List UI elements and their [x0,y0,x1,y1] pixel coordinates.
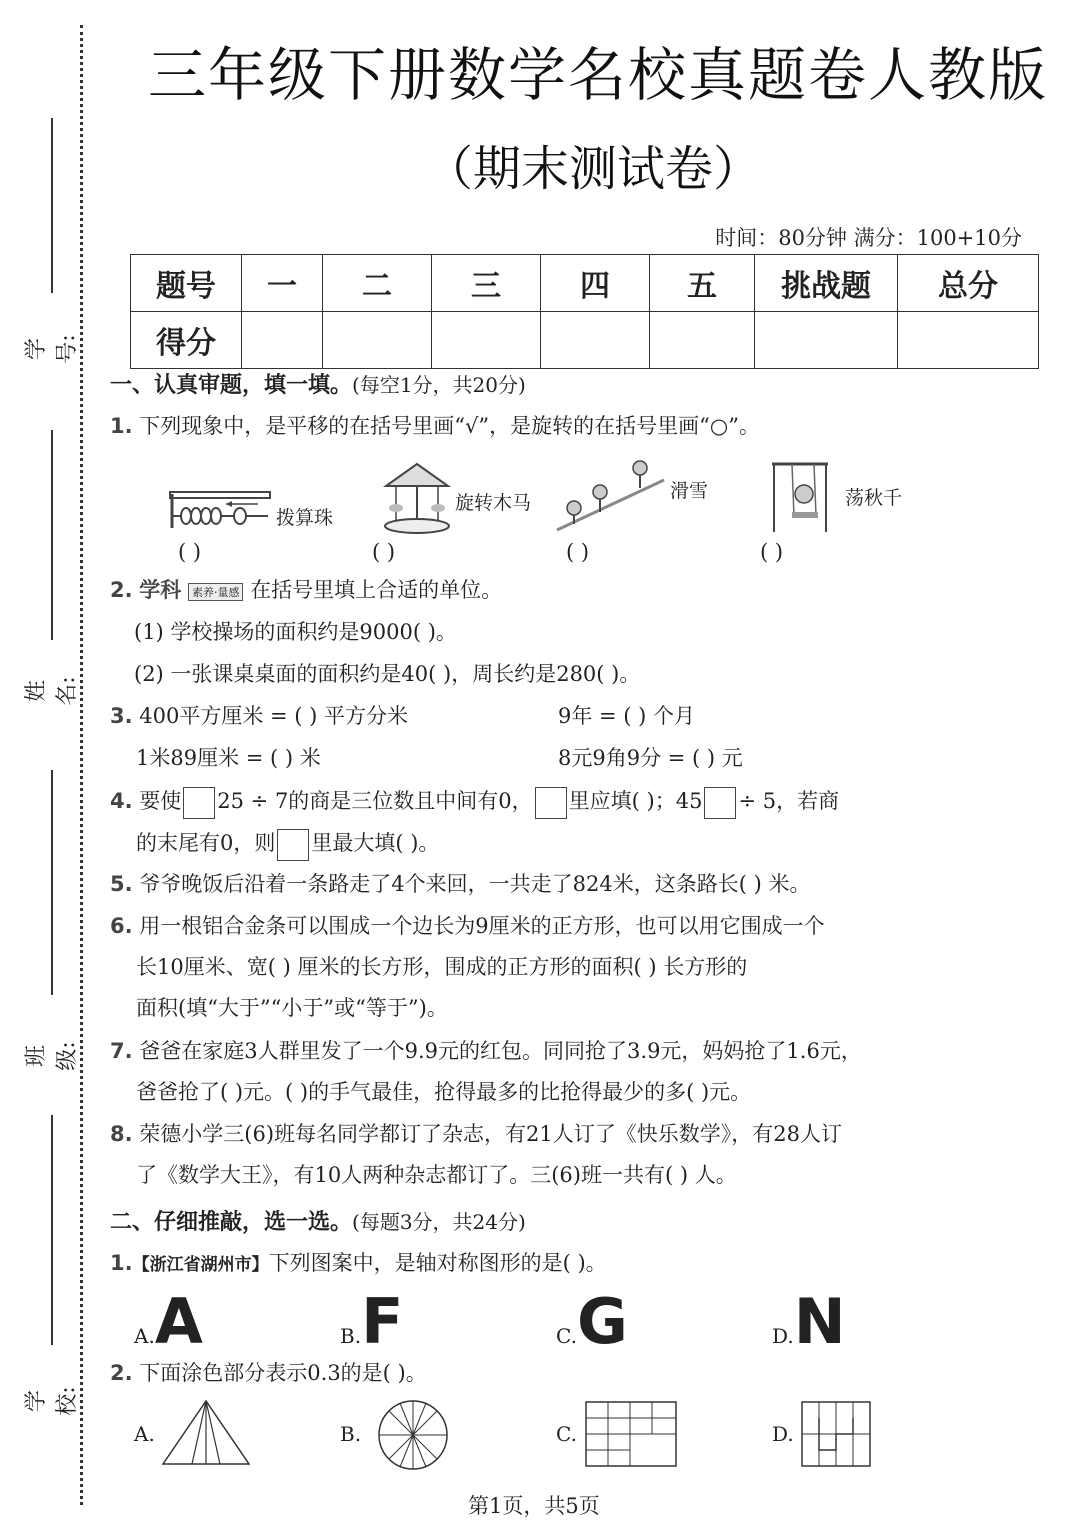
binding-dotted-line [80,25,83,1505]
question-number: 4. [110,789,133,813]
option-D[interactable] [772,1285,846,1358]
class-rule [51,770,53,995]
question-number: 5. [110,872,133,896]
answer-paren[interactable]: ( ) [372,540,396,564]
blank-box[interactable] [277,829,309,861]
option-label: A. [134,1324,155,1348]
question-number: 2. [110,578,133,602]
s1-q3-c: 1米89厘米 = ( ) 米 [136,746,321,770]
s1-q4-a: 要使 [139,789,182,813]
page-footer: 第1页，共5页 [468,1494,600,1518]
s1-q6-c: 面积(填“大于”“小于”或“等于”)。 [136,996,448,1020]
s1-q2-part1: (1) 学校操场的面积约是9000( )。 [134,620,457,644]
q1-item-label: 荡秋千 [845,487,903,509]
triangle-figure [160,1398,252,1468]
s1-q4-f: 里最大填( )。 [311,831,440,855]
score-header-cell: 挑战题 [755,255,898,312]
score-header-cell: 四 [541,255,650,312]
question-number: 2. [110,1361,133,1385]
region-tag: 【浙江省湖州市】 [132,1255,269,1275]
s1-q6-a: 用一根铝合金条可以围成一个边长为9厘米的正方形，也可以用它围成一个 [139,914,825,938]
s2-q1-text: 下列图案中，是轴对称图形的是( )。 [268,1251,607,1275]
s1-question-6 [110,910,825,940]
s2-q2-text: 下面涂色部分表示0.3的是( )。 [139,1361,427,1385]
s1-q8-a: 荣德小学三(6)班每名同学都订了杂志，有21人订了《快乐数学》，有28人订 [139,1122,842,1146]
score-cell[interactable] [323,312,432,369]
option-label[interactable]: B. [340,1422,362,1446]
option-letter: F [361,1285,404,1358]
s1-q4-line2 [136,827,439,861]
section2-heading [110,1205,526,1236]
s1-question-5 [110,868,810,898]
option-label[interactable]: C. [556,1422,577,1446]
s1-q5-text: 爷爷晚饭后沿着一条路走了4个来回，一共走了824米，这条路长( ) 米。 [139,872,811,896]
section2-note: (每题3分，共24分) [352,1210,526,1234]
score-cell[interactable] [755,312,898,369]
circle-figure [376,1398,450,1472]
answer-paren[interactable]: ( ) [566,540,590,564]
section1-title: 一、认真审题，填一填。 [110,373,353,398]
question-number: 6. [110,914,133,938]
question-number: 1. [110,414,133,438]
option-label[interactable]: A. [134,1422,155,1446]
score-header-cell: 二 [323,255,432,312]
s1-q8-b: 了《数学大王》，有10人两种杂志都订了。三(6)班一共有( ) 人。 [136,1163,737,1187]
question-number: 7. [110,1039,133,1063]
school-rule [51,1115,53,1345]
skiing-icon [552,458,667,536]
option-label: D. [772,1324,794,1348]
answer-paren[interactable]: ( ) [760,540,784,564]
answer-paren[interactable]: ( ) [178,540,202,564]
student-id-label: 学号: [24,334,80,364]
score-cell[interactable] [650,312,755,369]
s1-q7-b: 爸爸抢了( )元。( )的手气最佳，抢得最多的比抢得最少的多( )元。 [136,1080,752,1104]
option-B[interactable] [340,1285,403,1358]
question-number: 8. [110,1122,133,1146]
blank-box[interactable] [704,787,736,819]
score-cell[interactable] [898,312,1039,369]
score-table-score-row [131,312,1039,369]
s1-q4-b: 25 ÷ 7的商是三位数且中间有0， [217,789,533,813]
option-letter: N [793,1285,846,1358]
score-header-cell: 三 [432,255,541,312]
s1-q4-d: ÷ 5，若商 [738,789,840,813]
s1-question-2 [110,574,502,604]
q2-prefix: 学科 [139,578,182,602]
grid-figure [584,1400,678,1468]
option-A[interactable] [134,1285,203,1358]
section1-heading [110,368,526,399]
s1-question-1 [110,410,760,440]
score-table-header-row [131,255,1039,312]
option-label[interactable]: D. [772,1422,794,1446]
option-letter: A [154,1285,203,1358]
q1-item-label: 拨算珠 [276,507,334,529]
s1-q1-text: 下列现象中，是平移的在括号里画“√”，是旋转的在括号里画“○”。 [139,414,760,438]
section2-title: 二、仔细推敲，选一选。 [110,1210,353,1235]
s1-question-8 [110,1118,842,1148]
question-number: 3. [110,704,133,728]
page-title: 三年级下册数学名校真题卷人教版 [148,41,1049,109]
s1-q2-text: 在括号里填上合适的单位。 [250,578,503,602]
q1-item-label: 旋转木马 [455,492,532,514]
score-header-cell: 五 [650,255,755,312]
carousel-icon [382,460,452,535]
blank-box[interactable] [535,787,567,819]
option-letter: G [576,1285,628,1358]
score-cell[interactable] [432,312,541,369]
score-header-cell: 题号 [131,255,242,312]
score-cell[interactable] [242,312,323,369]
abacus-icon [168,488,278,533]
s1-q3-b: 9年 = ( ) 个月 [558,704,696,728]
score-row-label: 得分 [131,312,242,369]
name-label: 姓名: [24,676,80,706]
exam-meta: 时间：80分钟 满分：100+10分 [715,226,1022,250]
option-label: C. [556,1324,577,1348]
student-id-rule [51,118,53,293]
swing-icon [768,460,833,535]
blank-box[interactable] [183,787,215,819]
page-subtitle: （期末测试卷） [425,141,762,197]
option-label: B. [340,1324,362,1348]
s1-q4-e: 的末尾有0，则 [136,831,276,855]
score-header-cell: 总分 [898,255,1039,312]
grid-figure [800,1400,872,1468]
s1-question-7 [110,1035,862,1065]
score-header-cell: 一 [242,255,323,312]
score-table [130,254,1039,369]
s1-q3-a: 400平方厘米 = ( ) 平方分米 [139,704,409,728]
q1-item-label: 滑雪 [670,480,709,502]
score-cell[interactable] [541,312,650,369]
class-label: 班级: [24,1041,80,1071]
section1-note: (每空1分，共20分) [352,373,526,397]
question-number: 1. [110,1251,133,1275]
option-C[interactable] [556,1285,628,1358]
name-rule [51,430,53,640]
s1-question-3 [110,700,408,730]
s1-question-4 [110,785,839,819]
s1-q3-d: 8元9角9分 = ( ) 元 [558,746,743,770]
school-label: 学校: [24,1386,80,1416]
s2-question-2 [110,1357,427,1387]
literacy-tag: 素养·量感 [188,583,244,601]
s2-question-1 [110,1247,607,1277]
s1-q7-a: 爸爸在家庭3人群里发了一个9.9元的红包。同同抢了3.9元，妈妈抢了1.6元， [139,1039,862,1063]
s1-q6-b: 长10厘米、宽( ) 厘米的长方形，围成的正方形的面积( ) 长方形的 [136,955,748,979]
s1-q4-c: 里应填( )；45 [568,789,703,813]
s1-q2-part2: (2) 一张课桌桌面的面积约是40( )，周长约是280( )。 [134,662,641,686]
